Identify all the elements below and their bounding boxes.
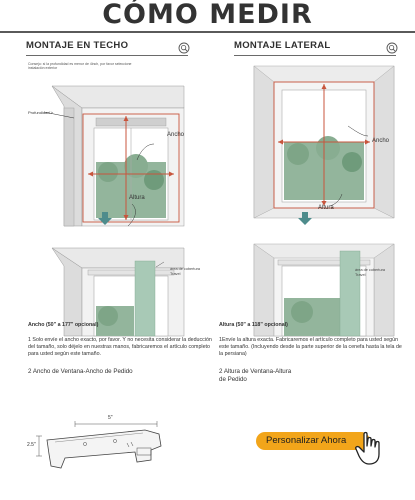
ceiling-width-label: Ancho bbox=[167, 132, 185, 138]
page-header bbox=[0, 0, 415, 38]
width-subtitle: 2 Ancho de Ventana-Ancho de Pedido bbox=[28, 368, 133, 375]
ceiling-mount-illustrations bbox=[4, 36, 204, 340]
page-title: CÓMO MEDIR bbox=[102, 0, 313, 30]
side-mount-panel bbox=[212, 36, 412, 340]
ceiling-mount-panel bbox=[4, 36, 204, 340]
ceiling-window-diagram bbox=[44, 86, 184, 226]
ceiling-cover-label: área de cobertura Travel bbox=[170, 267, 200, 276]
height-info bbox=[219, 322, 409, 384]
side-width-label: Ancho bbox=[372, 138, 390, 144]
side-cover-label: área de cobertura Travel bbox=[355, 268, 385, 277]
width-info bbox=[28, 322, 218, 376]
height-body: 1Envíe la altura exacta. Fabricaremos el artículo completo para usted según este tamaño. (Incluyendo desde la parte superior de la cenefa hasta la tela de la persiana) bbox=[219, 337, 402, 357]
width-body: 1 Solo envíe el ancho exacto, por favor. Y no necesita considerar la deducción del tamaño, solo déjelo en nuestras manos, fabricaremos el artículo completo para usted según este tamaño. bbox=[28, 337, 212, 357]
bracket-width-label: 5" bbox=[108, 415, 113, 421]
title-divider bbox=[0, 31, 415, 33]
height-subtitle bbox=[219, 368, 409, 384]
bracket-height-label: 2.5" bbox=[27, 442, 36, 448]
ceiling-mount-title: MONTAJE EN TECHO bbox=[26, 40, 129, 51]
height-subtitle-line1: 2 Altura de Ventana-Altura bbox=[219, 368, 292, 375]
hand-pointer-icon bbox=[354, 430, 388, 466]
side-mount-illustrations bbox=[212, 36, 412, 340]
bracket-illustration bbox=[25, 412, 185, 472]
height-caption: Altura (50" a 118" opcional) bbox=[219, 322, 288, 328]
ceiling-mount-note: Consejo: si la profundidad es menor de 4inch, por favor seleccione instalación exterior bbox=[28, 62, 132, 71]
depth-label: Profundidad ≥ bbox=[28, 110, 53, 115]
customize-now-button[interactable]: Personalizar Ahora bbox=[256, 432, 370, 450]
width-caption: Ancho (50" a 177" opcional) bbox=[28, 322, 99, 328]
ceiling-height-label: Altura bbox=[129, 195, 145, 201]
side-mount-title: MONTAJE LATERAL bbox=[234, 40, 331, 51]
height-subtitle-line2: de Pedido bbox=[219, 376, 247, 383]
side-height-label: Altura bbox=[318, 205, 334, 211]
